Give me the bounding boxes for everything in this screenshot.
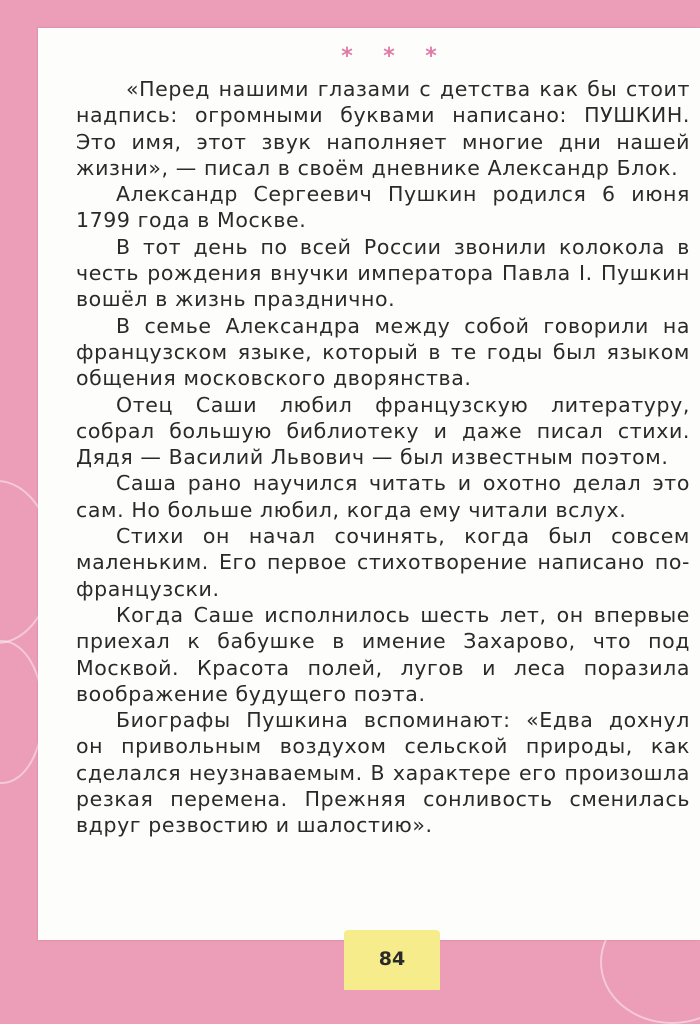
page-number-tab — [344, 930, 440, 990]
paragraph: Биографы Пушкина вспоминают: «Едва дохнул он привольным воздухом сельской природы, как сделался неузнаваемым. В характере его произошла резкая перемена. Прежняя сонливость сменилась вдруг резвостию и шалостию». — [76, 708, 690, 838]
star-icon: * — [341, 44, 353, 69]
paragraph: «Перед нашими глазами с детства как бы стоит надпись: огромными буквами написано: ПУШКИН. Это имя, этот звук наполняет многие дни нашей жизни», — писал в своём дневнике Александр Блок. — [76, 77, 690, 180]
paragraph: Александр Сергеевич Пушкин родился 6 июня 1799 года в Москве. — [76, 182, 690, 233]
paragraph: В семье Александра между собой говорили на французском языке, который в те годы был языком общения московского дворянства. — [76, 313, 690, 391]
page-number: 84 — [378, 948, 406, 970]
section-ornament — [334, 44, 444, 70]
star-icon: * — [425, 44, 437, 69]
page-text — [76, 76, 690, 839]
paragraph: В тот день по всей России звонили колокола в честь рождения внучки императора Павла I. Пушкин вошёл в жизнь празднично. — [76, 234, 690, 312]
paragraph: Стихи он начал сочинять, когда был совсем маленьким. Его первое стихотворение написано по-французски. — [76, 524, 690, 601]
star-icon: * — [383, 44, 395, 69]
paragraph: Саша рано научился читать и охотно делал это сам. Но больше любил, когда ему читали вслух. — [76, 471, 690, 522]
paragraph: Отец Саши любил французскую литературу, собрал большую библиотеку и даже писал стихи. Дядя — Василий Львович — был известным поэтом. — [76, 392, 690, 470]
paragraph: Когда Саше исполнилось шесть лет, он впервые приехал к бабушке в имение Захарово, что под Москвой. Красота полей, лугов и леса поразила воображение будущего поэта. — [76, 602, 690, 706]
